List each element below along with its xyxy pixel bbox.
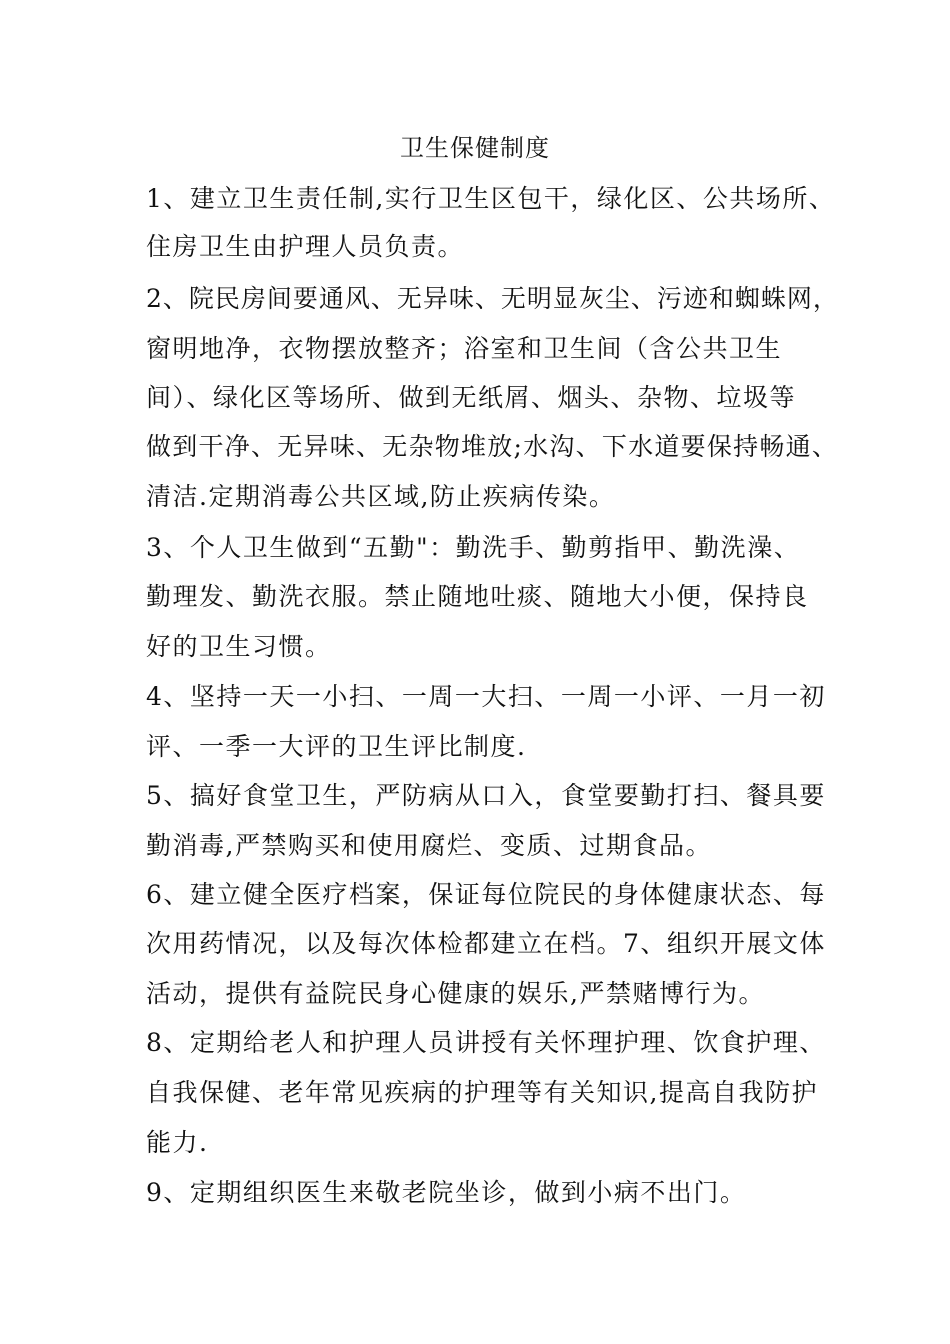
text-line: 勤消毒,严禁购买和使用腐烂、变质、过期食品。 (146, 831, 712, 860)
text-line: 能力. (146, 1128, 209, 1157)
text-line: 住房卫生由护理人员负责。 (146, 232, 465, 261)
text-line: 1、建立卫生责任制,实行卫生区包干，绿化区、公共场所、 (146, 184, 836, 213)
text-line: 勤理发、勤洗衣服。禁止随地吐痰、随地大小便，保持良 (146, 582, 809, 611)
text-line: 活动，提供有益院民身心健康的娱乐,严禁赌博行为。 (146, 979, 765, 1008)
text-line: 4、坚持一天一小扫、一周一大扫、一周一小评、一月一初 (146, 682, 826, 711)
text-line: 自我保健、老年常见疾病的护理等有关知识,提高自我防护 (146, 1078, 818, 1107)
text-line: 6、建立健全医疗档案，保证每位院民的身体健康状态、每 (146, 880, 826, 909)
document-title: 卫生保健制度 (400, 134, 550, 162)
text-line: 做到干净、无异味、无杂物堆放;水沟、下水道要保持畅通、 (146, 432, 839, 461)
text-line: 间）、绿化区等场所、做到无纸屑、烟头、杂物、垃圾等 (146, 383, 797, 412)
text-line: 5、搞好食堂卫生，严防病从口入，食堂要勤打扫、餐具要 (146, 781, 826, 810)
text-line: 窗明地净，衣物摆放整齐；浴室和卫生间（含公共卫生 (146, 334, 783, 363)
text-line: 8、定期给老人和护理人员讲授有关怀理护理、饮食护理、 (146, 1028, 826, 1057)
text-line: 3、个人卫生做到“五勤"：勤洗手、勤剪指甲、勤洗澡、 (146, 533, 801, 562)
text-line: 9、定期组织医生来敬老院坐诊，做到小病不出门。 (146, 1178, 747, 1207)
text-line: 次用药情况，以及每次体检都建立在档。7、组织开展文体 (146, 929, 826, 958)
text-line: 2、院民房间要通风、无异味、无明显灰尘、污迹和蜘蛛网， (146, 284, 839, 313)
text-line: 评、一季一大评的卫生评比制度. (146, 732, 527, 761)
text-line: 好的卫生习惯。 (146, 632, 332, 661)
text-line: 清洁.定期消毒公共区域,防止疾病传染。 (146, 482, 616, 511)
